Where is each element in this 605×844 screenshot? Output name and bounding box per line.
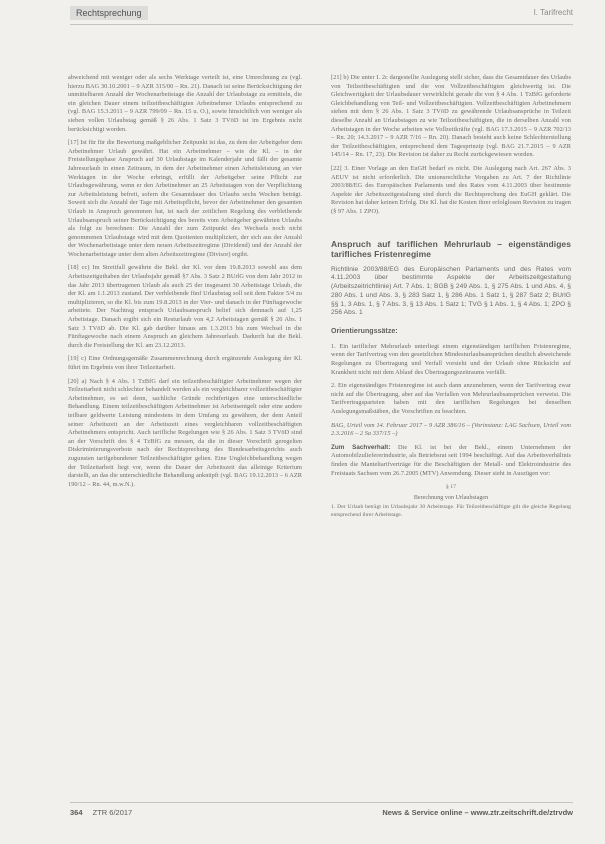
right-column [331, 74, 571, 524]
quote-text: 1. Der Urlaub beträgt im Urlaubsjahr 30 Arbeitstage. Für Teilzeitbeschäftigte gilt die gleiche Regelung entsprechend ihrer Arbeitstage. [331, 504, 571, 518]
header-rule [70, 24, 573, 25]
paragraph: [18] cc) Im Streitfall gewährte die Bekl. der Kl. vor dem 19.8.2013 sowohl aus dem Arbeitszeitguthaben der Urlaubsjahr gemäß §7 Abs. 3 Satz 2 BUrlG von dem Jahr 2012 in das Jahr 2013 übertragenen Urlaub als auch 25 der insgesamt 30 Arbeitstage Urlaub, die der Kl. am 1.1.2013 zustand. Der verbleibende fünf Urlaubstag soll seit dem Faktor 5/4 zu multiplizieren, so die Kl. bis zum 19.8.2013 in der Vier- und danach in der Fünftagewoche arbeitete. Der Nachtrag entsprach Urlaubsanspruch belief sich demnach auf 1,25 Arbeitstage. Danach ergibt sich ein Resturlaub von 4,2 Arbeitstagen gemäß § 26 Abs. 1 Satz 3 TVöD ab. Die Kl. gab darüber hinaus am 1.3.2013 bis zum Wechsel in die Fünftagewoche nach einem Anspruch an gleichem Jahresurlaub. Dadurch hat die Bekl. durch die Freistellung der Kl. am 23.12.2013. [68, 264, 302, 349]
paragraph: [21] b) Die unter I. 2c dargestellte Auslegung stellt sicher, dass die Gesamtdauer des Urlaubs von Teilzeitbeschäftigten und die von Vollzeitbeschäftigten gleichwertig ist. Die Gleichwertigkeit der Urlaubsdauer verwirklicht gerade die von § 4 Abs. 1 TzBfG geforderte Gleichbehandlung von Teil- und Vollzeitbeschäftigten. Vollzeitbeschäftigten Arbeitnehmern stehen mit dem § 26 Abs. 1 Satz 3 TVöD zu gewährende Urlaubsansprüche in Teilzeit dieselbe Anzahl an Urlaubstagen zu wie Teilzeitbeschäftigten, die in derselben Anzahl von Arbeitstagen in der Woche arbeiten wie Vollzeitkräfte (vgl. BAG 17.3.2015 – 9 AZR 702/13 – Rn. 20; 14.3.2017 – 9 AZR 7/16 – Rn. 20). Danach besteht auch keine Schlechterstellung der Teilzeitbeschäftigten, entsprechend dem Tagesprinzip (vgl. BAG 21.7.2015 – 9 AZR 145/14 – Rn. 17, 23). Die Revision ist daher zu Recht zurückgewiesen worden. [331, 74, 571, 159]
paragraph: abweichend mit weniger oder als sechs Werktage verteilt ist, eine Umrechnung zu (vgl. hierzu BAG 30.10.2001 – 9 AZR 315/00 – Rn. 21). Danach ist seine Berücksichtigung der unmittelbaren Anzahl der Wochenarbeitstage die Anzahl der Urlaubstage zu ermitteln, die ein gleichen Dauer einem teilzeitbeschäftigten Arbeitnehmer Urlaubs entsprechend zu (vgl. BAG 15.3.2011 – 9 AZR 799/09 – Rn. 15 u. O.), sowie hinsichtlich von weniger als sieben vollen Urlaubstag gemäß § 26 Abs. 1 Satz 3 TVöD ist im Ergebnis nicht berücksichtigt worden. [68, 74, 302, 133]
section-subtitle: I. Tarifrecht [533, 8, 573, 17]
quote-section-mark: § 17 [446, 484, 456, 491]
paragraph: [17] Ist für für die Bewertung maßgeblicher Zeitpunkt ist das, zu dem der Arbeitgeber dem Arbeitnehmer Urlaub gewährt. Hat ein Arbeitnehmer – wie die Kl. – in der Freistellungsphase Anspruch auf 30 Urlaubstage im Kalenderjahr und fällt der gesamte Jahresurlaub in einen Zeitraum, in dem der Arbeitnehmer einen Arbeitsleistung an vier Werktagen in der Woche erbringt, erfüllt der Arbeitgeber seine Pflicht zur Urlaubsgewährung, wenn er den Arbeitnehmer an 25 Arbeitstagen von der Verpflichtung zur Arbeitsleistung befreit, sofern die Gesamtdauer des Urlaubs sechs Wochen beträgt. Soweit sich die Anzahl der Tage mit Arbeitspflicht, bevor der Arbeitnehmer den gesamten Urlaub in Anspruch genommen hat, ist nach der zeitlichen Regelung des verbleibende Urlaubsanspruch seiner Berücksichtigung des bereits vom Arbeitgeber gewährten Urlaubs als folgt zu berechnen: Die Anzahl der zum Zeitpunkt des Wechsels noch nicht genommenen Urlaubstage wird mit dem Quotienten multipliziert, der sich aus der Anzahl der Wochenarbeitstage unter dem neuen Arbeitszeitregime (Dividend) und der Anzahl der Wochenarbeitstage unter dem alten Arbeitszeitregime (Divisor) ergibt. [68, 139, 302, 258]
paragraph: [22] 3. Einer Vorlage an den EuGH bedarf es nicht. Die Auslegung nach Art. 267 Abs. 3 AEUV ist nicht erforderlich. Die unionsrechtliche Vorgaben zu Art. 7 der Richtlinie 2003/88/EG des Europäischen Parlaments und des Rates vom 4.11.2003 über bestimmte Aspekte der Arbeitszeitgestaltung sind durch die Rechtsprechung des EuGH geklärt. Die Revision hat daher keinen Erfolg. Die Kl. hat die Kosten ihrer erfolglosen Revision zu tragen (§ 97 Abs. 1 ZPO). [331, 164, 571, 215]
section-title: Anspruch auf tariflichen Mehrurlaub – eigenständiges tarifliches Fristenregime [331, 238, 571, 259]
quote-heading: Berechnung von Urlaubstagen [413, 494, 489, 501]
left-column [68, 74, 302, 494]
running-header [70, 6, 573, 22]
facts-paragraph [331, 444, 571, 478]
guide-sentence: 1. Ein tariflicher Mehrurlaub unterliegt einem eigenständigen tariflichen Fristenregime, wenn der Tarifvertrag von den gesetzlichen Mindesturlaubsansprüchen deutlich abweichende Regelungen zu Übertragung und Verfall vorsieht und der Urlaub ohne Rücksicht auf Krankheit nicht mit dem Ablauf des Übertragungszeitraums verfällt. [331, 342, 571, 376]
footer-rule [70, 802, 573, 803]
online-service-link[interactable]: News & Service online – www.ztr.zeitschrift.de/ztrvdw [382, 808, 573, 817]
guide-heading: Orientierungssätze: [331, 328, 398, 336]
case-reference: BAG, Urteil vom 14. Februar 2017 – 9 AZR 386/16 – (Vorinstanz: LAG Sachsen, Urteil vom 2.3.2016 – 2 Sa 337/15 –) [331, 421, 571, 438]
facts-text: Die Kl. ist bei der Bekl., einem Unternehmen der Automobilzuliefererindustrie, als Betriebsrat seit 1994 beschäftigt. Auf das Arbeitsverhältnis finden die Manteltarifverträge für die Beschäftigten der Metall- und Elektroindustrie des Freistaats Sachsen vom 26.7.2005 (MTV) Anwendung. Dieser sieht in Auszügen vor: [331, 443, 572, 477]
paragraph: [20] a) Nach § 4 Abs. 1 TzBfG darf ein teilzeitbeschäftigter Arbeitnehmer wegen der Teilzeitarbeit nicht schlechter behandelt werden als ein vergleichbarer vollzeitbeschäftigter Arbeitnehmer, es sei denn, sachliche Gründe rechtfertigen eine unterschiedliche Behandlung. Einem teilzeitbeschäftigten Arbeitnehmer ist Arbeitsentgelt oder eine andere teilbare geldwerte Leistung mindestens in dem Umfang zu gewähren, der dem Anteil seiner Arbeitszeit an der Arbeitszeit eines vergleichbaren vollzeitbeschäftigten Arbeitnehmers entspricht. Auch tarifliche Regelungen wie § 26 Abs. 1 Satz 3 TVöD sind an der Vorschrift des § 4 TzBfG zu messen, da die in dieser Vorschrift geregelten Diskriminierungsverbote nach der Rechtsprechung des Bundesarbeitsgerichts auch zugunsten tarifgebundener Teilzeitbeschäftigter gelten. Eine Ungleichbehandlung wegen der Teilzeitarbeit liegt vor, wenn die Dauer der Arbeitszeit das alleinige Kriterium darstellt, an das die unterschiedliche Behandlung anknüpft (vgl. BAG 19.12.2013 – 6 AZR 190/12 – Rn. 44, m.w.N.). [68, 377, 302, 488]
norms-list: Richtlinie 2003/88/EG des Europäischen Parlaments und des Rates vom 4.11.2003 über bestimmte Aspekte der Arbeitszeitgestaltung (Arbeitszeitrichtlinie) Art. 7 Abs. 1; BGB § 249 Abs. 1, § 275 Abs. 1 und Abs. 4, § 280 Abs. 1 und Abs. 3, § 283 Satz 1, § 286 Abs. 1 Satz 1, § 287 Satz 2; BUrlG §§ 1, 3 Abs. 1, § 7 Abs. 3, § 13 Abs. 1 Satz 1; TVG § 1 Abs. 1, § 4 Abs. 1; ZPO § 256 Abs. 1 [331, 265, 571, 317]
paragraph: [19] c) Eine Ordnungsgemäße Zusammenrechnung durch ergänzende Auslegung der Kl. führt im Ergebnis von ihrer Teilzeitarbeit. [68, 355, 302, 371]
journal-issue: ZTR 6/2017 [92, 808, 133, 817]
section-tab: Rechtsprechung [70, 6, 148, 20]
facts-label: Zum Sachverhalt: [331, 443, 391, 451]
page-number: 364 [70, 808, 83, 817]
guide-sentence: 2. Ein eigenständiges Fristenregime ist auch dann anzunehmen, wenn der Tarifvertrag zwar nicht auf die Übertragung, aber auf das Verfallen von Mehrurlaubsansprüchen verweist. Die Tarifvertragsparteien haben mit den tariflichen Regelungen bei denselben Auslegungsmaßstäben, die Vorschriften zu beachten. [331, 382, 571, 416]
page-footer [70, 808, 132, 817]
